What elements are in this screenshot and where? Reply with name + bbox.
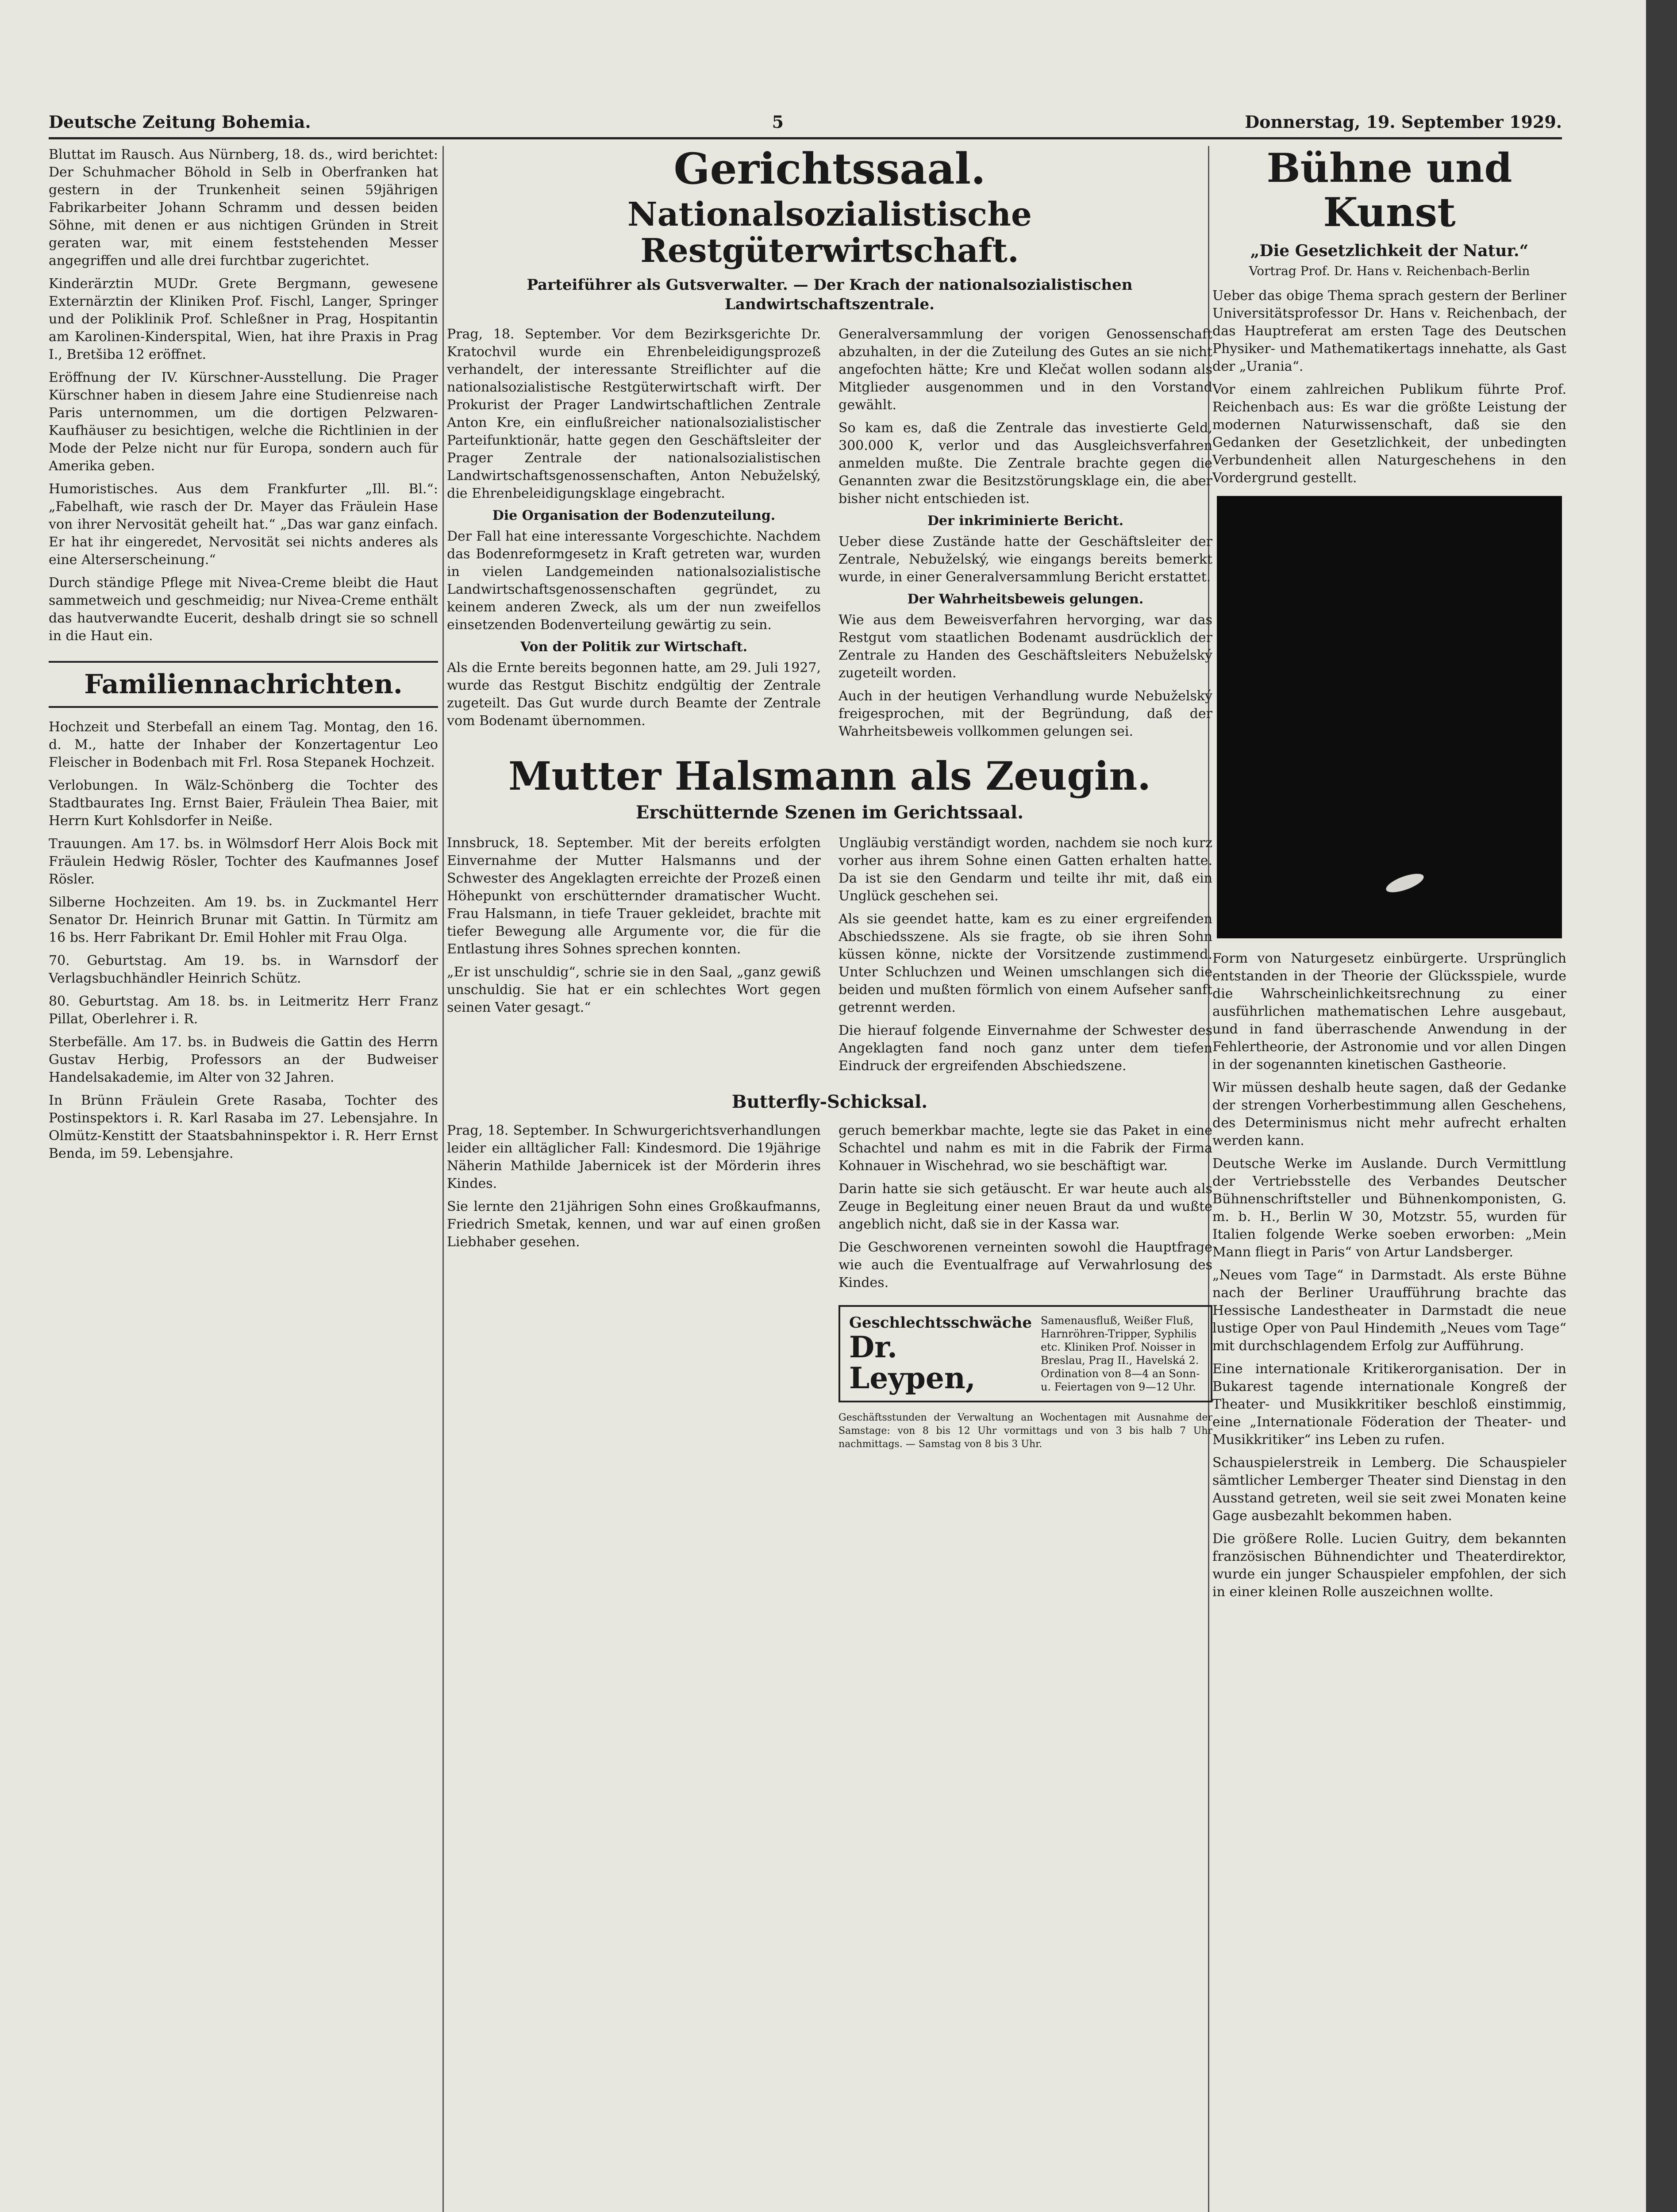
article-kuerschner: Eröffnung der IV. Kürschner-Ausstellung. Die Prager Kürschner haben in diesem Jahre eine Studienreise nach Paris unternommen, um die dortigen Pelzwaren-Kaufhäuser zu besichtigen, welche die Richtlinien in der Mode der Pelze nicht nur für Europa, sondern auch für Amerika geben. [49,370,438,474]
restgueter-col-b [838,326,1212,746]
advertisement-leypen [838,1305,1212,1402]
ad-left [849,1314,1032,1394]
family-marriages: Trauungen. Am 17. bs. in Wölmsdorf Herr Alois Bock mit Fräulein Hedwig Rösler, Tochter des Kaufmannes Josef Rösler. [49,836,438,887]
lecture-para: Vor einem zahlreichen Publikum führte Prof. Reichenbach aus: Es war die größte Leistung der modernen Naturwissenschaft, daß sie den Gedanken der Gesetzlichkeit, der unbedingten Verbundenheit allen Naturgeschehens in den Vordergrund gestellt. [1212,382,1566,486]
restgueter-subhead: Der Wahrheitsbeweis gelungen. [907,591,1144,607]
butterfly-col-a [447,1122,821,1456]
masthead [49,106,1562,139]
family-engagements: Verlobungen. In Wälz-Schönberg die Tochter des Stadtbaurates Ing. Ernst Baier, Fräulein Thea Baier, mit Herrn Kurt Kohlsdorfer in Neiße. [49,778,438,829]
subheadline-halsmann: Erschütternde Szenen im Gerichtssaal. [635,802,1024,823]
family-deaths: Sterbefälle. Am 17. bs. in Budweis die Gattin des Herrn Gustav Herbig, Professors an der Budweiser Handelsakademie, im Alter von 32 Jahren. [49,1034,438,1085]
butterfly-col-b [838,1122,1212,1456]
halsmann-para: Ungläubig verständigt worden, nachdem sie noch kurz vorher aus ihrem Sohne einen Gatten erhalten hatte. Da ist sie den Gendarm und teilte ihr mit, daß ein Unglück geschehen sei. [838,835,1212,904]
headline-restgueter: Nationalsozialistische Restgüterwirtschaft. [627,196,1032,270]
masthead-page-number: 5 [772,111,784,132]
headline-halsmann: Mutter Halsmann als Zeugin. [508,753,1151,799]
lecture-speaker: Vortrag Prof. Dr. Hans v. Reichenbach-Berlin [1249,264,1530,278]
halsmann-para: Als sie geendet hatte, kam es zu einer ergreifenden Abschiedsszene. Als sie fragte, ob sie ihren Sohn küssen könne, nickte der Vorsitzende zustimmend. Unter Schluchzen und Weinen umschlangen sich die beiden und mußten förmlich von einem Aufseher sanft getrennt werden. [838,911,1212,1015]
section-heading-family: Familiennachrichten. [49,661,438,708]
section-heading-stage: Bühne und Kunst [1266,145,1512,236]
restgueter-para: Prag, 18. September. Vor dem Bezirksgerichte Dr. Kratochvil wurde ein Ehrenbeleidigungsprozeß verhandelt, der interessante Streiflichter auf die nationalsozialistische Restgüterwirtschaft wirft. Der Prokurist der Prager Landwirtschaftlichen Zentrale Anton Kre, ein einflußreicher nationalsozialistischer Parteifunktionär, hatte gegen den Geschäftsleiter der Prager Zentrale der nationalsozialistischen Landwirtschaftsgenossenschaften, Anton Nebuželský, die Ehrenbeleidigungsklage eingebracht. [447,326,821,501]
halsmann-body [447,834,1212,1080]
butterfly-para: Darin hatte sie sich getäuscht. Er war heute auch als Zeuge in Begleitung einer neuen Braut da und wußte angeblich nicht, daß sie in der Kassa war. [838,1181,1212,1232]
family-silver-weddings: Silberne Hochzeiten. Am 19. bs. in Zuckmantel Herr Senator Dr. Heinrich Brunar mit Gattin. In Türmitz am 16 bs. Herr Fabrikant Dr. Emil Hohler mit Frau Olga. [49,895,438,945]
restgueter-body [447,326,1212,746]
article-bluttat: Bluttat im Rausch. Aus Nürnberg, 18. ds., wird berichtet: Der Schuhmacher Böhold in Selb in Oberfranken hat gestern in der Trunkenheit seinen 59jährigen Fabrikarbeiter Johann Schramm und dessen beiden Söhne, mit denen er aus nichtigen Gründen in Streit geraten war, mit einem feststehenden Messer angegriffen und alle drei furchtbar zugerichtet. [49,147,438,269]
butterfly-para: geruch bemerkbar machte, legte sie das Paket in eine Schachtel und nahm es mit in die Fabrik der Firma Kohnauer in Wischehrad, wo sie beschäftigt war. [838,1123,1212,1174]
article-bigger-role: Die größere Rolle. Lucien Guitry, dem bekannten französischen Bühnendichter und Theaterdirektor, wurde ein junger Schauspieler empfohlen, der sich in einer kleinen Rolle auszeichnen wollte. [1212,1531,1566,1600]
lecture-para: Wir müssen deshalb heute sagen, daß der Gedanke der strengen Vorherbestimmung allen Geschehens, des Determinismus nicht mehr aufrecht erhalten werden kann. [1212,1080,1566,1148]
masthead-date: Donnerstag, 19. September 1929. [1245,111,1562,132]
halsmann-para: Die hierauf folgende Einvernahme der Schwester des Angeklagten fand noch ganz unter dem tiefen Eindruck der ergreifenden Abschiedszene. [838,1023,1212,1074]
section-heading-court: Gerichtssaal. [673,144,986,194]
butterfly-para: Die Geschworenen verneinten sowohl die Hauptfrage wie auch die Eventualfrage auf Verwahrlosung des Kindes. [838,1240,1212,1290]
restgueter-para: So kam es, daß die Zentrale das investierte Geld, 300.000 K, verlor und das Ausgleichsverfahren anmelden mußte. Die Zentrale brachte gegen die Genannten zwar die Besitzstörungsklage ein, die aber bisher nicht entschieden ist. [838,420,1212,507]
butterfly-para: Sie lernte den 21jährigen Sohn eines Großkaufmanns, Friedrich Smetak, kennen, und war auf einen großen Liebhaber gesehen. [447,1199,821,1250]
ad-tagline: Geschlechtsschwäche [849,1314,1032,1332]
article-lemberg-strike: Schauspielerstreik in Lemberg. Die Schauspieler sämtlicher Lemberger Theater sind Dienstag in den Ausstand getreten, weil sie seit zwei Monaten keine Gage ausbezahlt bekommen haben. [1212,1455,1566,1524]
headline-butterfly: Butterfly-Schicksal. [731,1091,928,1112]
restgueter-col-a [447,326,821,746]
notice-kinderaerztin: Kinderärztin MUDr. Grete Bergmann, gewesene Externärztin der Kliniken Prof. Fischl, Langer, Springer und der Poliklinik Prof. Schleßner in Prag, Hospitantin am Karolinen-Kinderspital, Wien, hat ihre Praxis in Prag I., Bretšiba 12 eröffnet. [49,276,438,362]
subheadline-restgueter: Parteiführer als Gutsverwalter. — Der Krach der nationalsozialistischen Landwirtschaftszentrale. [527,276,1133,313]
restgueter-subhead: Die Organisation der Bodenzuteilung. [492,508,776,523]
article-neues-vom-tage: „Neues vom Tage“ in Darmstadt. Als erste Bühne nach der Berliner Uraufführung brachte das Hessische Landestheater in Darmstadt die neue lustige Oper von Paul Hindemith „Neues vom Tage“ mit durchschlagendem Erfolg zur Aufführung. [1212,1267,1566,1354]
restgueter-para: Wie aus dem Beweisverfahren hervorging, war das Restgut vom staatlichen Bodenamt ausdrücklich der Zentrale zu Handen des Geschäftsleiters Nebuželský zugeteilt worden. [838,612,1212,681]
column-rule [442,146,444,2212]
halsmann-para: „Er ist unschuldig“, schrie sie in den Saal, „ganz gewiß unschuldig. Sie hat er ein schlechtes Wort gegen seinen Vater gesagt.“ [447,964,821,1015]
left-column [49,146,438,1168]
halsmann-para: Innsbruck, 18. September. Mit der bereits erfolgten Einvernahme der Mutter Halsmanns und der Schwester des Angeklagten erreichte der Prozeß einen Höhepunkt von erschütternder dramatischer Wucht. Frau Halsmann, in tiefe Trauer gekleidet, brachte mit tiefer Bewegung alle Argumente vor, die für die Entlastung ihres Sohnes sprechen konnten. [447,835,821,957]
family-wedding: Hochzeit und Sterbefall an einem Tag. Montag, den 16. d. M., hatte der Inhaber der Konzertagentur Leo Fleischer in Bodenbach mit Frl. Rosa Stepanek Hochzeit. [49,719,438,770]
restgueter-subhead: Der inkriminierte Bericht. [927,513,1124,529]
notice-nivea: Durch ständige Pflege mit Nivea-Creme bleibt die Haut sammetweich und geschmeidig; nur Nivea-Creme enthält das hautverwandte Eucerit, deshalb dringt sie so schnell in die Haut ein. [49,575,438,644]
dark-photograph [1217,496,1562,938]
butterfly-body [447,1122,1212,1456]
restgueter-subhead: Von der Politik zur Wirtschaft. [520,639,748,655]
masthead-paper-name: Deutsche Zeitung Bohemia. [49,111,311,132]
restgueter-verdict: Auch in der heutigen Verhandlung wurde Nebuželský freigesprochen, mit der Begründung, daß der Wahrheitsbeweis vollkommen gelungen sei. [838,688,1212,739]
halsmann-col-a [447,834,821,1080]
family-80-birthday: 80. Geburtstag. Am 18. bs. in Leitmeritz Herr Franz Pillat, Oberlehrer i. R. [49,994,438,1027]
family-70-birthday: 70. Geburtstag. Am 19. bs. in Warnsdorf der Verlagsbuchhändler Heinrich Schütz. [49,953,438,986]
center-column [447,146,1212,1456]
right-column [1212,146,1566,1606]
scan-edge [1646,0,1677,2212]
lecture-para: Form von Naturgesetz einbürgerte. Ursprünglich entstanden in der Theorie der Glücksspiele, wurde die Wahrscheinlichkeitsrechnung zu einer ausführlichen mathematischen Lehre ausgebaut, und in fand überraschende Anwendung in der Fehlertheorie, der Astronomie und vor allen Dingen in der sogenannten kinetischen Gastheorie. [1212,951,1566,1072]
restgueter-para: Generalversammlung der vorigen Genossenschaft abzuhalten, in der die Zuteilung des Gutes an sie nicht angefochten hätte; Kre und Klečat wollen sodann als Mitglieder ausgenommen und in den Vorstand gewählt. [838,326,1212,413]
butterfly-para: Prag, 18. September. In Schwurgerichtsverhandlungen leider ein alltäglicher Fall: Kindesmord. Die 19jährige Näherin Mathilde Jabernicek ist der Mörderin ihres Kindes. [447,1123,821,1191]
restgueter-para: Als die Ernte bereits begonnen hatte, am 29. Juli 1927, wurde das Restgut Bischitz endgültig der Zentrale zugeteilt. Das Gut wurde durch Beamte der Zentrale vom Bodenamt übernommen. [447,660,821,729]
halsmann-col-b [838,834,1212,1080]
ad-brand: Dr. Leypen, [849,1330,976,1395]
article-critics-org: Eine internationale Kritikerorganisation. Der in Bukarest tagende internationale Kongreß der Theater- und Musikkritiker beschloß einstimmig, eine „Internationale Föderation der Theater- und Musikkritiker“ ins Leben zu rufen. [1212,1361,1566,1448]
lecture-para: Ueber das obige Thema sprach gestern der Berliner Universitätsprofessor Dr. Hans v. Reichenbach, der das Hauptreferat am ersten Tage des Deutschen Physiker- und Mathematikertags innehatte, als Gast der „Urania“. [1212,288,1566,374]
photo-highlight [1384,870,1426,896]
office-hours-notice: Geschäftsstunden der Verwaltung an Wochentagen mit Ausnahme der Samstage: von 8 bis 12 Uhr vormittags und von 3 bis halb 7 Uhr nachmittags. — Samstag von 8 bis 3 Uhr. [838,1412,1212,1450]
lecture-title: „Die Gesetzlichkeit der Natur.“ [1250,242,1529,260]
restgueter-para: Der Fall hat eine interessante Vorgeschichte. Nachdem das Bodenreformgesetz in Kraft getreten war, wurden in vielen Landgemeinden nationalsozialistische Landwirtschaftsgenossenschaften gegründet, zu keinem anderen Zweck, als um der nun zweifellos einsetzenden Bodenverteilung gewärtig zu sein. [447,529,821,633]
restgueter-para: Ueber diese Zustände hatte der Geschäftsleiter der Zentrale, Nebuželský, wie eingangs bereits bemerkt wurde, in einer Generalversammlung Bericht erstattet. [838,534,1212,585]
article-german-works: Deutsche Werke im Auslande. Durch Vermittlung der Vertriebsstelle des Verbandes Deutscher Bühnenschriftsteller und Bühnenkomponisten, G. m. b. H., Berlin W 30, Motzstr. 55, wurden für Italien folgende Werke soeben erworben: „Mein Mann fliegt in Paris“ von Artur Landsberger. [1212,1156,1566,1260]
article-humor: Humoristisches. Aus dem Frankfurter „Ill. Bl.“: „Fabelhaft, wie rasch der Dr. Mayer das Fräulein Hase von ihrer Nervosität geheilt hat.“ „Das war ganz einfach. Er hat ihr eingeredet, Nervosität sei nichts anderes als eine Alterserscheinung.“ [49,481,438,568]
ad-details: Samenausfluß, Weißer Fluß, Harnröhren-Tripper, Syphilis etc. Kliniken Prof. Noisser in Breslau, Prag II., Havelská 2. Ordination von 8—4 an Sonn- u. Feiertagen von 9—12 Uhr. [1040,1314,1200,1393]
family-deaths-2: In Brünn Fräulein Grete Rasaba, Tochter des Postinspektors i. R. Karl Rasaba im 27. Lebensjahre. In Olmütz-Kenstitt der Staatsbahninspektor i. R. Herr Ernst Benda, im 59. Lebensjahre. [49,1093,438,1161]
